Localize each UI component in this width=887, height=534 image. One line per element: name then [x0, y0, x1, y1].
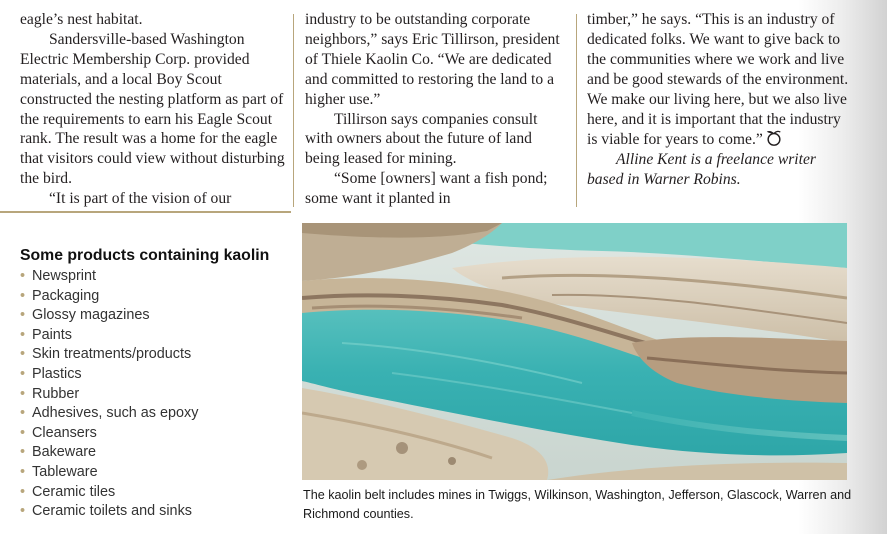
product-name: Paints	[32, 326, 72, 343]
article-paragraph-text: timber,” he says. “This is an industry of dedicated folks. We want to give back to the communities where we work and live and be good stewards of the environment. We make our living here, but we also live here, and it is important that the industry is viable for years to come.”	[587, 11, 849, 149]
article-paragraph: Tillirson says companies consult with owners about the future of land being leased for mining.	[305, 110, 538, 168]
kaolin-products-sidebar	[20, 247, 295, 522]
sidebar-title: Some products containing kaolin	[20, 247, 270, 264]
bullet-icon: •	[20, 503, 26, 520]
product-list-item	[20, 267, 295, 287]
product-name: Skin treatments/products	[32, 346, 192, 363]
product-name: Rubber	[32, 385, 80, 402]
product-name: Plastics	[32, 365, 82, 382]
column-divider	[576, 14, 577, 207]
column-divider	[293, 14, 294, 207]
product-list-item	[20, 483, 295, 503]
bullet-icon: •	[20, 287, 26, 304]
article-column-2	[305, 10, 567, 209]
article-paragraph: Sandersville-based Washington Electric Membership Corp. provided materials, and a local Boy Scout constructed the nesting platform as part of the requirements to earn his Eagle Scout rank. The result was a home for the eagle that visitors could view without disturbing the bird.	[20, 30, 285, 188]
bullet-icon: •	[20, 385, 26, 402]
product-list-item	[20, 287, 295, 307]
article-column-1	[20, 10, 286, 209]
article-paragraph	[587, 10, 849, 150]
product-list-item	[20, 443, 295, 463]
product-name: Newsprint	[32, 268, 96, 284]
article-column-3	[587, 10, 849, 190]
bullet-icon: •	[20, 346, 26, 363]
product-name: Cleansers	[32, 424, 97, 441]
product-name: Glossy magazines	[32, 307, 150, 324]
photo-caption: The kaolin belt includes mines in Twiggs, Wilkinson, Washington, Jefferson, Glascock, Warren and Richmond counties.	[303, 488, 852, 521]
product-list-item	[20, 365, 295, 385]
peach-end-mark-icon	[765, 129, 783, 147]
product-name: Packaging	[32, 287, 100, 304]
product-list-item	[20, 404, 295, 424]
product-list-item	[20, 345, 295, 365]
bullet-icon: •	[20, 268, 26, 284]
product-name: Ceramic toilets and sinks	[32, 503, 192, 520]
bullet-icon: •	[20, 463, 26, 480]
bullet-icon: •	[20, 483, 26, 500]
bullet-icon: •	[20, 326, 26, 343]
product-list-item	[20, 385, 295, 405]
kaolin-mine-photo	[302, 223, 847, 480]
bullet-icon: •	[20, 365, 26, 382]
article-paragraph: “Some [owners] want a fish pond; some want it planted in	[305, 170, 548, 208]
bullet-icon: •	[20, 405, 26, 422]
product-name: Adhesives, such as epoxy	[32, 405, 199, 422]
article-paragraph: industry to be outstanding corporate neighbors,” says Eric Tillirson, president of Thiele Kaolin Co. “We are dedicated and committed to restoring the land to a higher use.”	[305, 11, 560, 108]
product-list-item	[20, 463, 295, 483]
bullet-icon: •	[20, 444, 26, 461]
product-list-item	[20, 424, 295, 444]
article-paragraph: “It is part of the vision of our	[49, 190, 232, 208]
product-list-item	[20, 306, 295, 326]
bullet-icon: •	[20, 307, 26, 324]
section-divider	[0, 211, 291, 213]
product-name: Bakeware	[32, 444, 96, 461]
author-byline: Alline Kent is a freelance writer based in Warner Robins.	[587, 151, 816, 189]
product-list-item	[20, 326, 295, 346]
product-name: Ceramic tiles	[32, 483, 116, 500]
product-list-item	[20, 502, 295, 522]
article-paragraph: eagle’s nest habitat.	[20, 11, 143, 28]
bullet-icon: •	[20, 424, 26, 441]
kaolin-mine-image	[302, 223, 847, 480]
kaolin-products-list	[20, 267, 295, 522]
product-name: Tableware	[32, 463, 98, 480]
